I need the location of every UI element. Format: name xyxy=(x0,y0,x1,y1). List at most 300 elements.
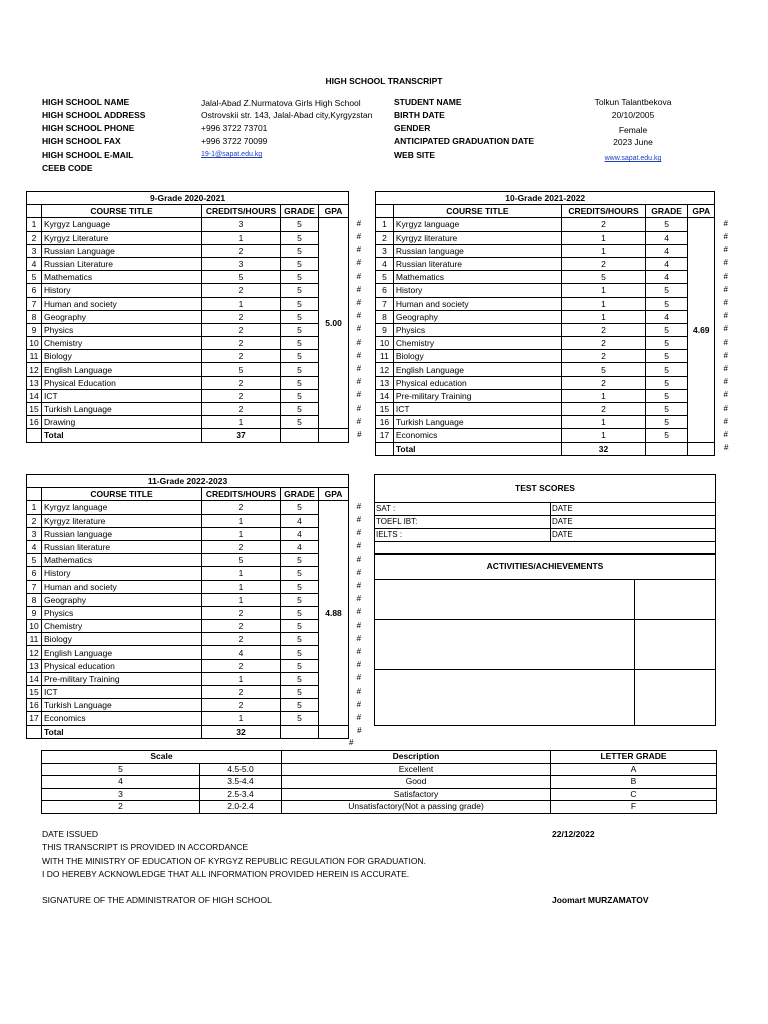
course-title: Human and society xyxy=(42,580,202,593)
row-number: 6 xyxy=(27,567,42,580)
overflow-mark: # xyxy=(349,738,354,747)
overflow-mark: # xyxy=(356,298,362,307)
course-grade: 5 xyxy=(281,567,319,580)
course-grade: 5 xyxy=(281,606,319,619)
course-title: History xyxy=(42,567,202,580)
grade10-heading: 10-Grade 2021-2022 xyxy=(376,192,715,205)
footer-statement-1: THIS TRANSCRIPT IS PROVIDED IN ACCORDANCE xyxy=(42,842,249,852)
scale-range: 2.0-2.4 xyxy=(200,801,282,814)
table-row xyxy=(376,297,726,310)
scale-letter: C xyxy=(551,788,717,801)
row-number: 16 xyxy=(27,699,42,712)
course-title: History xyxy=(42,284,202,297)
overflow-mark: # xyxy=(723,403,728,413)
overflow-mark: # xyxy=(356,416,362,426)
overflow-mark: # xyxy=(723,232,728,242)
table-row xyxy=(27,580,359,593)
scale-range: 3.5-4.4 xyxy=(200,776,282,789)
course-grade: 5 xyxy=(646,416,688,429)
course-grade: 5 xyxy=(646,337,688,350)
overflow-mark: # xyxy=(723,245,728,255)
course-grade: 5 xyxy=(281,620,319,633)
table-row xyxy=(27,540,359,553)
course-grade: 5 xyxy=(281,403,319,416)
row-number: 3 xyxy=(27,244,42,257)
course-credits: 3 xyxy=(202,218,281,231)
table-row xyxy=(27,376,359,389)
school-phone: +996 3722 73701 xyxy=(201,123,268,133)
page-title: HIGH SCHOOL TRANSCRIPT xyxy=(325,76,443,86)
row-number: 7 xyxy=(27,580,42,593)
course-grade: 5 xyxy=(281,284,319,297)
course-grade: 5 xyxy=(281,686,319,699)
scale-value: 3 xyxy=(42,788,200,801)
activities-heading: ACTIVITIES/ACHIEVEMENTS xyxy=(486,561,604,571)
overflow-mark: # xyxy=(356,673,362,683)
table-row xyxy=(376,257,726,270)
signature-label: SIGNATURE OF THE ADMINISTRATOR OF HIGH SCHOOL xyxy=(42,895,272,905)
course-credits: 1 xyxy=(202,527,281,540)
course-title: Turkish Language xyxy=(42,699,202,712)
letter-grade-header: LETTER GRADE xyxy=(551,751,717,764)
row-number: 17 xyxy=(376,429,394,442)
course-grade: 5 xyxy=(646,284,688,297)
overflow-mark: # xyxy=(723,298,728,307)
course-credits: 3 xyxy=(202,257,281,270)
row-number: 15 xyxy=(27,686,42,699)
table-row xyxy=(27,514,359,527)
course-credits: 1 xyxy=(202,593,281,606)
column-header-credits: CREDITS/HOURS xyxy=(202,205,281,218)
overflow-mark: # xyxy=(356,232,362,242)
course-credits: 2 xyxy=(202,284,281,297)
course-credits: 2 xyxy=(202,323,281,336)
course-title: Kyrgyz language xyxy=(393,218,561,231)
table-row xyxy=(376,350,726,363)
table-row xyxy=(376,416,726,429)
grade11-heading: 11-Grade 2022-2023 xyxy=(27,475,349,488)
course-credits: 2 xyxy=(202,540,281,553)
course-title: Physics xyxy=(393,323,561,336)
overflow-mark: # xyxy=(356,686,362,696)
overflow-mark: # xyxy=(356,660,362,670)
overflow-mark: # xyxy=(356,699,362,709)
course-credits: 1 xyxy=(202,514,281,527)
course-credits: 2 xyxy=(562,323,646,336)
table-row xyxy=(376,403,726,416)
toefl-label: TOEFL IBT: xyxy=(376,517,418,526)
table-row xyxy=(27,337,359,350)
scale-value: 2 xyxy=(42,801,200,814)
graduation-date-label: ANTICIPATED GRADUATION DATE xyxy=(394,136,535,146)
course-grade: 5 xyxy=(281,389,319,402)
overflow-mark: # xyxy=(357,726,362,736)
course-credits: 1 xyxy=(562,244,646,257)
column-header-grade: GRADE xyxy=(281,205,319,218)
table-row xyxy=(27,620,359,633)
course-grade: 5 xyxy=(281,699,319,712)
column-header-course: COURSE TITLE xyxy=(393,205,561,218)
course-grade: 5 xyxy=(646,389,688,402)
course-title: Drawing xyxy=(42,416,202,429)
table-row xyxy=(27,672,359,685)
course-title: Physics xyxy=(42,323,202,336)
course-credits: 1 xyxy=(202,567,281,580)
grade11-total-credits: 32 xyxy=(202,725,281,738)
table-row xyxy=(27,389,359,402)
row-number: 8 xyxy=(27,593,42,606)
overflow-mark: # xyxy=(723,350,728,360)
footer-statement-2: WITH THE MINISTRY OF EDUCATION OF KYRGYZ REPUBLIC REGULATION FOR GRADUATION. xyxy=(42,856,426,866)
course-credits: 5 xyxy=(202,363,281,376)
table-row xyxy=(27,686,359,699)
column-header-credits: CREDITS/HOURS xyxy=(562,205,646,218)
course-grade: 5 xyxy=(281,633,319,646)
course-title: English Language xyxy=(42,646,202,659)
row-number: 6 xyxy=(27,284,42,297)
row-number: 16 xyxy=(376,416,394,429)
course-grade: 5 xyxy=(281,337,319,350)
column-header-grade: GRADE xyxy=(646,205,688,218)
course-credits: 1 xyxy=(562,429,646,442)
course-credits: 2 xyxy=(202,699,281,712)
course-grade: 5 xyxy=(281,593,319,606)
grade11-gpa: 4.88 xyxy=(319,501,349,725)
row-number: 14 xyxy=(27,389,42,402)
course-credits: 2 xyxy=(202,310,281,323)
row-number: 10 xyxy=(376,337,394,350)
course-credits: 2 xyxy=(202,606,281,619)
row-number: 7 xyxy=(376,297,394,310)
row-number: 9 xyxy=(27,606,42,619)
course-credits: 2 xyxy=(202,350,281,363)
overflow-mark: # xyxy=(356,337,362,347)
student-name-label: STUDENT NAME xyxy=(394,97,462,107)
overflow-mark: # xyxy=(356,501,362,511)
overflow-mark: # xyxy=(723,429,728,439)
course-credits: 2 xyxy=(202,633,281,646)
test-scores-heading: TEST SCORES xyxy=(515,483,575,493)
row-number: 12 xyxy=(27,363,42,376)
row-number: 12 xyxy=(376,363,394,376)
row-number: 7 xyxy=(27,297,42,310)
grade11-table xyxy=(26,474,362,739)
course-credits: 1 xyxy=(562,231,646,244)
row-number: 15 xyxy=(27,403,42,416)
school-email-link[interactable]: 19-1@sapat.edu.kg xyxy=(201,151,263,158)
course-credits: 2 xyxy=(202,244,281,257)
sat-date-label: DATE xyxy=(552,504,573,513)
table-row xyxy=(376,231,726,244)
row-number: 4 xyxy=(376,257,394,270)
course-title: English Language xyxy=(393,363,561,376)
school-name: Jalal-Abad Z.Nurmatova Girls High School xyxy=(201,98,361,108)
course-title: Biology xyxy=(42,633,202,646)
course-credits: 2 xyxy=(202,376,281,389)
column-header-course: COURSE TITLE xyxy=(42,488,202,501)
table-row xyxy=(27,527,359,540)
row-number: 4 xyxy=(27,257,42,270)
course-grade: 5 xyxy=(646,350,688,363)
course-credits: 2 xyxy=(202,659,281,672)
table-row xyxy=(376,376,726,389)
course-title: Turkish Language xyxy=(393,416,561,429)
course-title: Chemistry xyxy=(42,620,202,633)
row-number: 3 xyxy=(376,244,394,257)
course-grade: 5 xyxy=(281,218,319,231)
gender: Female xyxy=(618,125,648,135)
overflow-mark: # xyxy=(356,218,362,228)
scale-value: 5 xyxy=(42,763,200,776)
course-grade: 4 xyxy=(646,310,688,323)
overflow-mark: # xyxy=(723,271,728,281)
row-number: 13 xyxy=(27,659,42,672)
table-row xyxy=(376,271,726,284)
course-credits: 2 xyxy=(562,218,646,231)
overflow-mark: # xyxy=(724,443,729,453)
course-grade: 5 xyxy=(646,363,688,376)
scale-description: Good xyxy=(282,776,551,789)
table-row xyxy=(376,429,726,442)
course-title: Chemistry xyxy=(393,337,561,350)
table-row xyxy=(27,363,359,376)
scale-letter: A xyxy=(551,763,717,776)
row-number: 2 xyxy=(27,514,42,527)
overflow-mark: # xyxy=(356,528,362,538)
course-title: Mathematics xyxy=(393,271,561,284)
ceeb-code-label: CEEB CODE xyxy=(42,163,93,173)
table-row xyxy=(376,363,726,376)
table-row xyxy=(27,284,359,297)
grade10-table xyxy=(375,191,729,456)
course-title: Russian Literature xyxy=(42,257,202,270)
course-title: Kyrgyz Literature xyxy=(42,231,202,244)
ielts-label: IELTS : xyxy=(376,530,403,539)
table-row xyxy=(27,323,359,336)
course-title: Russian Language xyxy=(42,244,202,257)
row-number: 13 xyxy=(376,376,394,389)
table-row xyxy=(27,593,359,606)
course-title: Geography xyxy=(42,310,202,323)
course-title: ICT xyxy=(393,403,561,416)
course-credits: 1 xyxy=(562,284,646,297)
table-row xyxy=(27,659,359,672)
overflow-mark: # xyxy=(723,324,728,334)
grade9-heading: 9-Grade 2020-2021 xyxy=(27,192,349,205)
course-grade: 5 xyxy=(646,323,688,336)
course-credits: 2 xyxy=(202,403,281,416)
course-credits: 1 xyxy=(202,672,281,685)
overflow-mark: # xyxy=(723,390,728,400)
table-row xyxy=(27,244,359,257)
course-title: Turkish Language xyxy=(42,403,202,416)
birth-date: 20/10/2005 xyxy=(611,110,655,120)
date-issued-label: DATE ISSUED xyxy=(42,829,99,839)
ielts-date-label: DATE xyxy=(552,530,573,539)
website-link[interactable]: www.sapat.edu.kg xyxy=(604,155,662,162)
overflow-mark: # xyxy=(356,567,362,577)
course-grade: 5 xyxy=(646,429,688,442)
overflow-mark: # xyxy=(356,377,362,387)
course-credits: 5 xyxy=(202,554,281,567)
table-row xyxy=(27,567,359,580)
overflow-mark: # xyxy=(723,284,728,294)
overflow-mark: # xyxy=(356,541,362,551)
table-row xyxy=(27,231,359,244)
course-title: Geography xyxy=(393,310,561,323)
course-credits: 2 xyxy=(202,686,281,699)
course-grade: 5 xyxy=(281,376,319,389)
course-title: English Language xyxy=(42,363,202,376)
course-grade: 4 xyxy=(646,257,688,270)
table-row xyxy=(376,337,726,350)
course-title: Kyrgyz literature xyxy=(42,514,202,527)
course-grade: 5 xyxy=(646,403,688,416)
scale-range: 4.5-5.0 xyxy=(200,763,282,776)
row-number: 5 xyxy=(27,271,42,284)
course-credits: 2 xyxy=(202,620,281,633)
row-number: 13 xyxy=(27,376,42,389)
course-credits: 2 xyxy=(562,257,646,270)
overflow-mark: # xyxy=(356,403,362,413)
toefl-date-label: DATE xyxy=(552,517,573,526)
course-title: ICT xyxy=(42,686,202,699)
course-grade: 5 xyxy=(281,244,319,257)
course-credits: 5 xyxy=(562,363,646,376)
total-label: Total xyxy=(42,429,202,442)
course-grade: 5 xyxy=(281,501,319,514)
course-credits: 2 xyxy=(562,350,646,363)
table-row xyxy=(376,218,726,231)
overflow-mark: # xyxy=(356,646,362,656)
row-number: 2 xyxy=(376,231,394,244)
date-issued: 22/12/2022 xyxy=(552,829,595,839)
table-row xyxy=(27,297,359,310)
column-header-course: COURSE TITLE xyxy=(42,205,202,218)
course-credits: 2 xyxy=(562,337,646,350)
row-number: 1 xyxy=(376,218,394,231)
row-number: 9 xyxy=(376,323,394,336)
overflow-mark: # xyxy=(723,258,728,268)
course-credits: 1 xyxy=(202,580,281,593)
row-number: 17 xyxy=(27,712,42,725)
course-grade: 5 xyxy=(281,310,319,323)
table-row xyxy=(376,244,726,257)
scale-description: Excellent xyxy=(282,763,551,776)
activities-box xyxy=(374,554,716,726)
course-grade: 5 xyxy=(646,376,688,389)
table-row xyxy=(376,310,726,323)
overflow-mark: # xyxy=(356,324,362,334)
row-number: 8 xyxy=(27,310,42,323)
table-row xyxy=(42,788,717,801)
school-address: Ostrovskii str. 143, Jalal-Abad city,Kyrgyzstan xyxy=(201,110,373,120)
course-title: Human and society xyxy=(393,297,561,310)
course-credits: 4 xyxy=(202,646,281,659)
course-grade: 5 xyxy=(281,297,319,310)
row-number: 12 xyxy=(27,646,42,659)
course-title: Chemistry xyxy=(42,337,202,350)
graduation-date: 2023 June xyxy=(613,137,653,147)
scale-range: 2.5-3.4 xyxy=(200,788,282,801)
course-grade: 4 xyxy=(281,527,319,540)
row-number: 1 xyxy=(27,218,42,231)
row-number: 10 xyxy=(27,620,42,633)
row-number: 10 xyxy=(27,337,42,350)
column-header-gpa: GPA xyxy=(319,488,349,501)
column-header-gpa: GPA xyxy=(319,205,349,218)
overflow-mark: # xyxy=(723,218,728,228)
overflow-mark: # xyxy=(356,271,362,281)
row-number: 2 xyxy=(27,231,42,244)
course-title: Physical Education xyxy=(42,376,202,389)
student-name: Tolkun Talantbekova xyxy=(594,97,672,107)
footer-statement-3: I DO HEREBY ACKNOWLEDGE THAT ALL INFORMATION PROVIDED HEREIN IS ACCURATE. xyxy=(42,869,410,879)
grade10-total-credits: 32 xyxy=(562,442,646,455)
school-fax-label: HIGH SCHOOL FAX xyxy=(42,136,121,146)
scale-letter: F xyxy=(551,801,717,814)
table-row xyxy=(27,699,359,712)
course-title: Geography xyxy=(42,593,202,606)
course-credits: 5 xyxy=(202,271,281,284)
school-fax: +996 3722 70099 xyxy=(201,136,268,146)
row-number: 9 xyxy=(27,323,42,336)
course-grade: 5 xyxy=(281,271,319,284)
course-credits: 2 xyxy=(202,389,281,402)
row-number: 8 xyxy=(376,310,394,323)
column-header-gpa: GPA xyxy=(688,205,715,218)
table-row xyxy=(376,284,726,297)
table-row xyxy=(27,646,359,659)
table-row xyxy=(27,554,359,567)
overflow-mark: # xyxy=(356,258,362,268)
row-number: 16 xyxy=(27,416,42,429)
course-title: Mathematics xyxy=(42,554,202,567)
row-number: 5 xyxy=(376,271,394,284)
table-row xyxy=(27,218,359,231)
course-credits: 1 xyxy=(562,389,646,402)
overflow-mark: # xyxy=(723,311,728,321)
course-title: History xyxy=(393,284,561,297)
course-grade: 4 xyxy=(646,231,688,244)
grade9-table xyxy=(26,191,362,443)
course-grade: 4 xyxy=(281,540,319,553)
grading-scale-table xyxy=(41,750,717,814)
overflow-mark: # xyxy=(356,554,362,564)
overflow-mark: # xyxy=(356,607,362,617)
scale-value: 4 xyxy=(42,776,200,789)
overflow-mark: # xyxy=(356,363,362,373)
column-header-grade: GRADE xyxy=(281,488,319,501)
course-credits: 2 xyxy=(202,501,281,514)
school-address-label: HIGH SCHOOL ADDRESS xyxy=(42,110,146,120)
school-email-label: HIGH SCHOOL E-MAIL xyxy=(42,150,134,160)
row-number: 14 xyxy=(27,672,42,685)
course-grade: 5 xyxy=(281,363,319,376)
scale-description: Satisfactory xyxy=(282,788,551,801)
course-credits: 5 xyxy=(562,271,646,284)
scale-description: Unsatisfactory(Not a passing grade) xyxy=(282,801,551,814)
overflow-mark: # xyxy=(357,429,362,439)
overflow-mark: # xyxy=(723,377,728,387)
course-credits: 1 xyxy=(562,416,646,429)
table-row xyxy=(376,389,726,402)
overflow-mark: # xyxy=(356,633,362,643)
course-credits: 1 xyxy=(202,231,281,244)
overflow-mark: # xyxy=(356,515,362,525)
row-number: 6 xyxy=(376,284,394,297)
course-grade: 4 xyxy=(281,514,319,527)
